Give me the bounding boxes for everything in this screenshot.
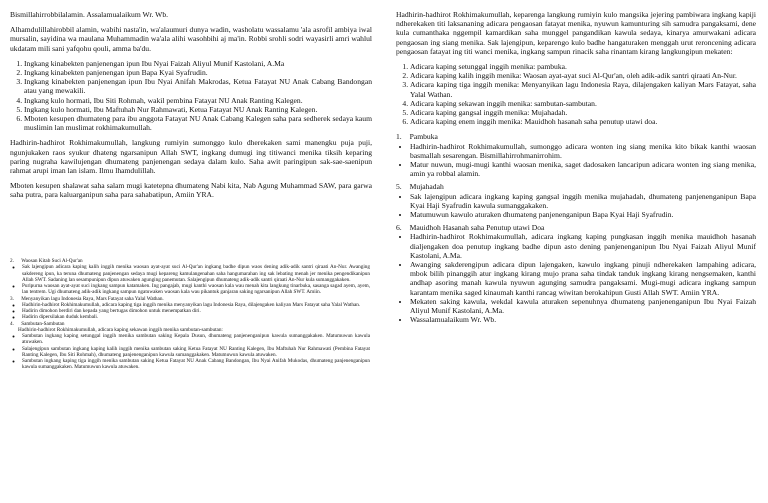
intro-paragraph: Hadhirin-hadhirot Rokhimakumullah, keparenga langkung rumiyin kulo mangsika jejering pambiwara ingkang kapiji ndherekaken titi laksananing adicara pengaosan fatayat menika, nyuwun kamunturing sih samudra pangaksami, dene kula cumanthaka nggempil kamardikan saha munggel pangandikan kawula sedaya, kinarya amurwakani adicara pengaosan ing siang menika. Sak lajengipun, keparengo kulo badhe hangaturaken menggah urut reroncening adicara pengaosan fatayat ing titi wanci menika, ingkang sampun rinacik saha rinantam kirang langkungipun mekaten: xyxy=(396,10,756,56)
item-intro: Hadhirin-hadhirot Rokhimakumullah, adicara kaping sekawan inggih menika sambutan-sambutan: xyxy=(18,326,223,333)
section-bullet: • Awanging sakderengipun adicara dipun lajengaken, kawulo ingkang pinuji ndherekaken lampahing adicara, mbok bilih pinanggih atur ingkang kirang mujo prana saha tindak tanduk ingkang kirang nengsemaken, kanthi andhap asoring manah kawula nyuwun agunging samudra pangaksami. Mugi-mugi adicara ingkang sampun karantam menika saged kinaumah kanthi rancag wiwitan berokahipun Gusti Allah SWT. Amiin YRA. xyxy=(410,260,756,297)
agenda-item: 1. Adicara kaping setunggal inggih menika: pambuka. xyxy=(410,62,756,71)
section xyxy=(396,182,756,219)
section-heading xyxy=(396,223,756,232)
agenda-list xyxy=(396,62,756,126)
greetings-list xyxy=(10,59,372,133)
item-bullet: ◦ Puripurna waosan ayat-ayat suci ingkang sampun katamaken. Ing pangajab, mugi kanthi waosan kala wau menah kita langkung tinarbuka, sasanga sagad ayem, ayem, lan tentrem. Ugi dhumateng adik-adik ingkang sampun ngatuwaken waosan kala wau pikantuk ganjaran saking ngarsanipun Allah SWT. Amiin. xyxy=(22,283,370,296)
item-bullet: ◦ Salajengipun sambutan ingkang kaping kalih inggih menika sambutan saking Ketua Fatayat NU Ranting Kalegen, Ibu Maftuhah Nur Rahmawati (Pembina Fatayat Ranting Kalegen, Ibu Siti Rohmah), dhumateng panjenenganipun kawula sumanggakaken. Matumuwun kawula atuwaken. xyxy=(22,346,370,359)
right-column xyxy=(396,10,756,329)
section-bullet: • Wassalamualaikum Wr. Wb. xyxy=(410,315,756,324)
item-bullets xyxy=(10,302,370,321)
section-heading xyxy=(396,132,756,141)
section xyxy=(396,132,756,178)
section-bullet: • Sak lajengipun adicara ingkang kaping gangsal inggih menika mujahadah, dhumateng panjenenganipun Bapa Kyai Haji Syafrudin kawula sumanggakaken. xyxy=(410,192,756,210)
section-bullet: • Hadhirin-hadhirot Rokhimakumullah, adicara ingkang kaping pungkasan inggih menika mauidhoh hasanah dialjengaken doa penutup ingkang badhe dipun asto dening panjenenganipun Ibu Nyai Faizah Aliyul Munif Kastolani, A.Ma. xyxy=(410,232,756,260)
item-title: Waosan Kitab Suci Al-Qur'an xyxy=(21,258,83,264)
section-bullets xyxy=(396,192,756,220)
item-number: 4. xyxy=(10,320,14,327)
item-number: 3. xyxy=(10,295,14,302)
section-bullets xyxy=(396,142,756,179)
section xyxy=(396,223,756,324)
body-paragraph: Mboten kesupen shalawat saha salam mugi katetepna dhumateng Nabi kita, Nab Agung Muhammad SAW, para garwa saha putra, para kaluarganipun saha para sahabatipun, Amiin YRA. xyxy=(10,181,372,200)
left-column xyxy=(10,10,372,206)
item-bullet: ◦ Hadhirin-hadhirot Rokhimakumullah, adicara kaping tiga inggih menika menyanyikan lagu Indonesia Raya, dilajengaken kaliyan Mars Fatayat saha Yalal Wathan. xyxy=(22,302,370,308)
greeting-item: 2. Ingkang kinabekten panjenengan ipun Bapa Kyai Syafrudin. xyxy=(24,68,372,77)
item-bullet: ◦ Sambutan ingkang kaping tiga inggih menika sambutan saking Ketua Fatayat NU Anak Cabang Bandongan, Ibu Nyai Anifah Mukodas, dhumateng panjenenganipun kawula sumanggakaken. Matumuwun kawula atuwaken. xyxy=(22,358,370,371)
agenda-item: 6. Adicara kaping enem inggih menika: Mauidhoh hasanah saha penutup utawi doa. xyxy=(410,117,756,126)
agenda-item: 5. Adicara kaping gangsal inggih menika: Mujahadah. xyxy=(410,108,756,117)
item-bullets xyxy=(10,333,370,371)
section-bullet: • Matur nuwun, mugi-mugi kanthi waosan menika, saget dadosaken lancaripun adicara wonten ing siang menika, amin ya robbal alamin. xyxy=(410,160,756,178)
section-bullet: • Hadhirin-hadhirot Rokhimakumullah, sumonggo adicara wonten ing siang menika kito bikak kanthi waosan basmallah sesarengan. Bismillahirrohmanirrohim. xyxy=(410,142,756,160)
item-title: Menyanyikan lagu Indonesia Raya, Mars Fatayat saha Yalal Wathan. xyxy=(21,295,164,302)
salam-paragraph: Alhamdulillahirobbil alamin, wabihi nasta'in, wa'alaumuri dunya wadin, washolatu wassalamu 'ala asrofil ambiya iwal mursalin, sayidina wa maulana Muhammadin wa'ala alihi wasohbihi aj ma'in. Robbi srohli sodri wayasirli amri wahlul ukdatam mili sani yafqohu qouli, amma ba'du. xyxy=(10,25,372,53)
small-print-section xyxy=(10,258,370,371)
item-bullet: ◦ Sambutan ingkang kaping setunggal inggih menika sambutan saking Kepala Dusun, dhumateng panjenenganipun kawula sumanggakaken. Matumuwun kawula atuwaken. xyxy=(22,333,370,346)
greeting-item: 4. Ingkang kulo hormati, Ibu Siti Rohmah, wakil pembina Fatayat NU Anak Ranting Kalegen. xyxy=(24,96,372,105)
section-bullet: • Mekaten saking kawula, wekdal kawula aturaken sepenuhnya dhumateng panjenenganipun Ibu Nyai Faizah Aliyul Munif Kastolani, A.Ma. xyxy=(410,297,756,315)
agenda-item: 3. Adicara kaping tiga inggih menika: Menyanyikan lagu Indonesia Raya, dilajengaken kaliyan Mars Fatayat, saha Yalal Wathan. xyxy=(410,80,756,98)
item-bullets xyxy=(10,264,370,295)
opening-line: Bismillahirrobbilalamin. Assalamualaikum Wr. Wb. xyxy=(10,10,169,19)
item-title: Sambutan-Sambutan xyxy=(21,320,65,327)
body-paragraph: Hadhirin-hadhirot Rokhimakumullah, langkung rumiyin sumonggo kulo dherekaken sami manengku puja puji, ngunjukaken raos syukur dhateng ngarsanipun Allah SWT, ingkang dumugi ing titiwanci menika tiksih keparing paring nugraha kawilujengan dhumateng panjenengan sedaya dalam kulo. Saha awit paringipun sak-sae-saenipun rahmat arupi iman lan islam. Ilmu lhamdulillah. xyxy=(10,138,372,176)
item-bullet: ◦ Hadirin dimohon berdiri dan kepada yang bertugas dimohon untuk menempatkan diri. xyxy=(22,308,370,314)
section-number: 6. xyxy=(396,223,402,233)
section-bullets xyxy=(396,232,756,324)
section-title: Pambuka xyxy=(409,132,438,142)
section-title: Mujahadah xyxy=(409,182,444,192)
small-items-list xyxy=(10,258,370,371)
greeting-item: 1. Ingkang kinabekten panjenengan ipun Ibu Nyai Faizah Aliyul Munif Kastolani, A.Ma xyxy=(24,59,372,68)
greeting-item: 3. Ingkang kinabekten panjenengan ipun Ibu Nyai Anifah Makrodas, Ketua Fatayat NU Anak Cabang Bandongan atau yang mewakili. xyxy=(24,77,372,95)
section-heading xyxy=(396,182,756,191)
item-number: 2. xyxy=(10,258,14,264)
agenda-item: 4. Adicara kaping sekawan inggih menika: sambutan-sambutan. xyxy=(410,99,756,108)
section-title: Mauidhoh Hasanah saha Penutup utawi Doa xyxy=(409,223,545,233)
item-bullet: ◦ Sak lajengipun adicara kaping kalih inggih menika waosan ayat-ayat suci Al-Qur'an ingkang badhe dipun waos dening adik-adik santri qiraati An-Nur. Awanging sakdereng ipun, ka teruna dhumateng panjenengan sedaya mugi kepareng kamulangenahan saha hangumarahan ing sak lebating menah jer menika pengendikanipun Allah SWT. Sadaning lan sesampunipun dipun atuwaken agunging panemutan. Salajengipun dhumateng adik-adik santri qiraati An-Nur kula sumanggakaken. xyxy=(22,264,370,283)
section-number: 5. xyxy=(396,182,402,192)
greeting-item: 6. Mboten kesupen dhumateng para ibu anggota Fatayat NU Anak Cabang Kalegen saha para sedherek sedaya kaum muslimin lan muslimat rokhimakumullah. xyxy=(24,114,372,132)
item-bullet: ◦ Hadirin dipersilakan duduk kembali. xyxy=(22,314,370,320)
agenda-item: 2. Adicara kaping kalih inggih menika: Waosan ayat-ayat suci Al-Qur'an, oleh adik-adik santri qiraati An-Nur. xyxy=(410,71,756,80)
small-item xyxy=(10,321,370,371)
section-number: 1. xyxy=(396,132,402,142)
small-item xyxy=(10,296,370,321)
small-item xyxy=(10,258,370,296)
section-bullet: • Matumuwun kawulo aturaken dhumateng panjenenganipun Bapa Kyai Haji Syafrudin. xyxy=(410,210,756,219)
greeting-item: 5. Ingkang kulo hormati, Ibu Maftuhah Nur Rahmawati, Ketua Fatayat NU Anak Ranting Kalegen. xyxy=(24,105,372,114)
